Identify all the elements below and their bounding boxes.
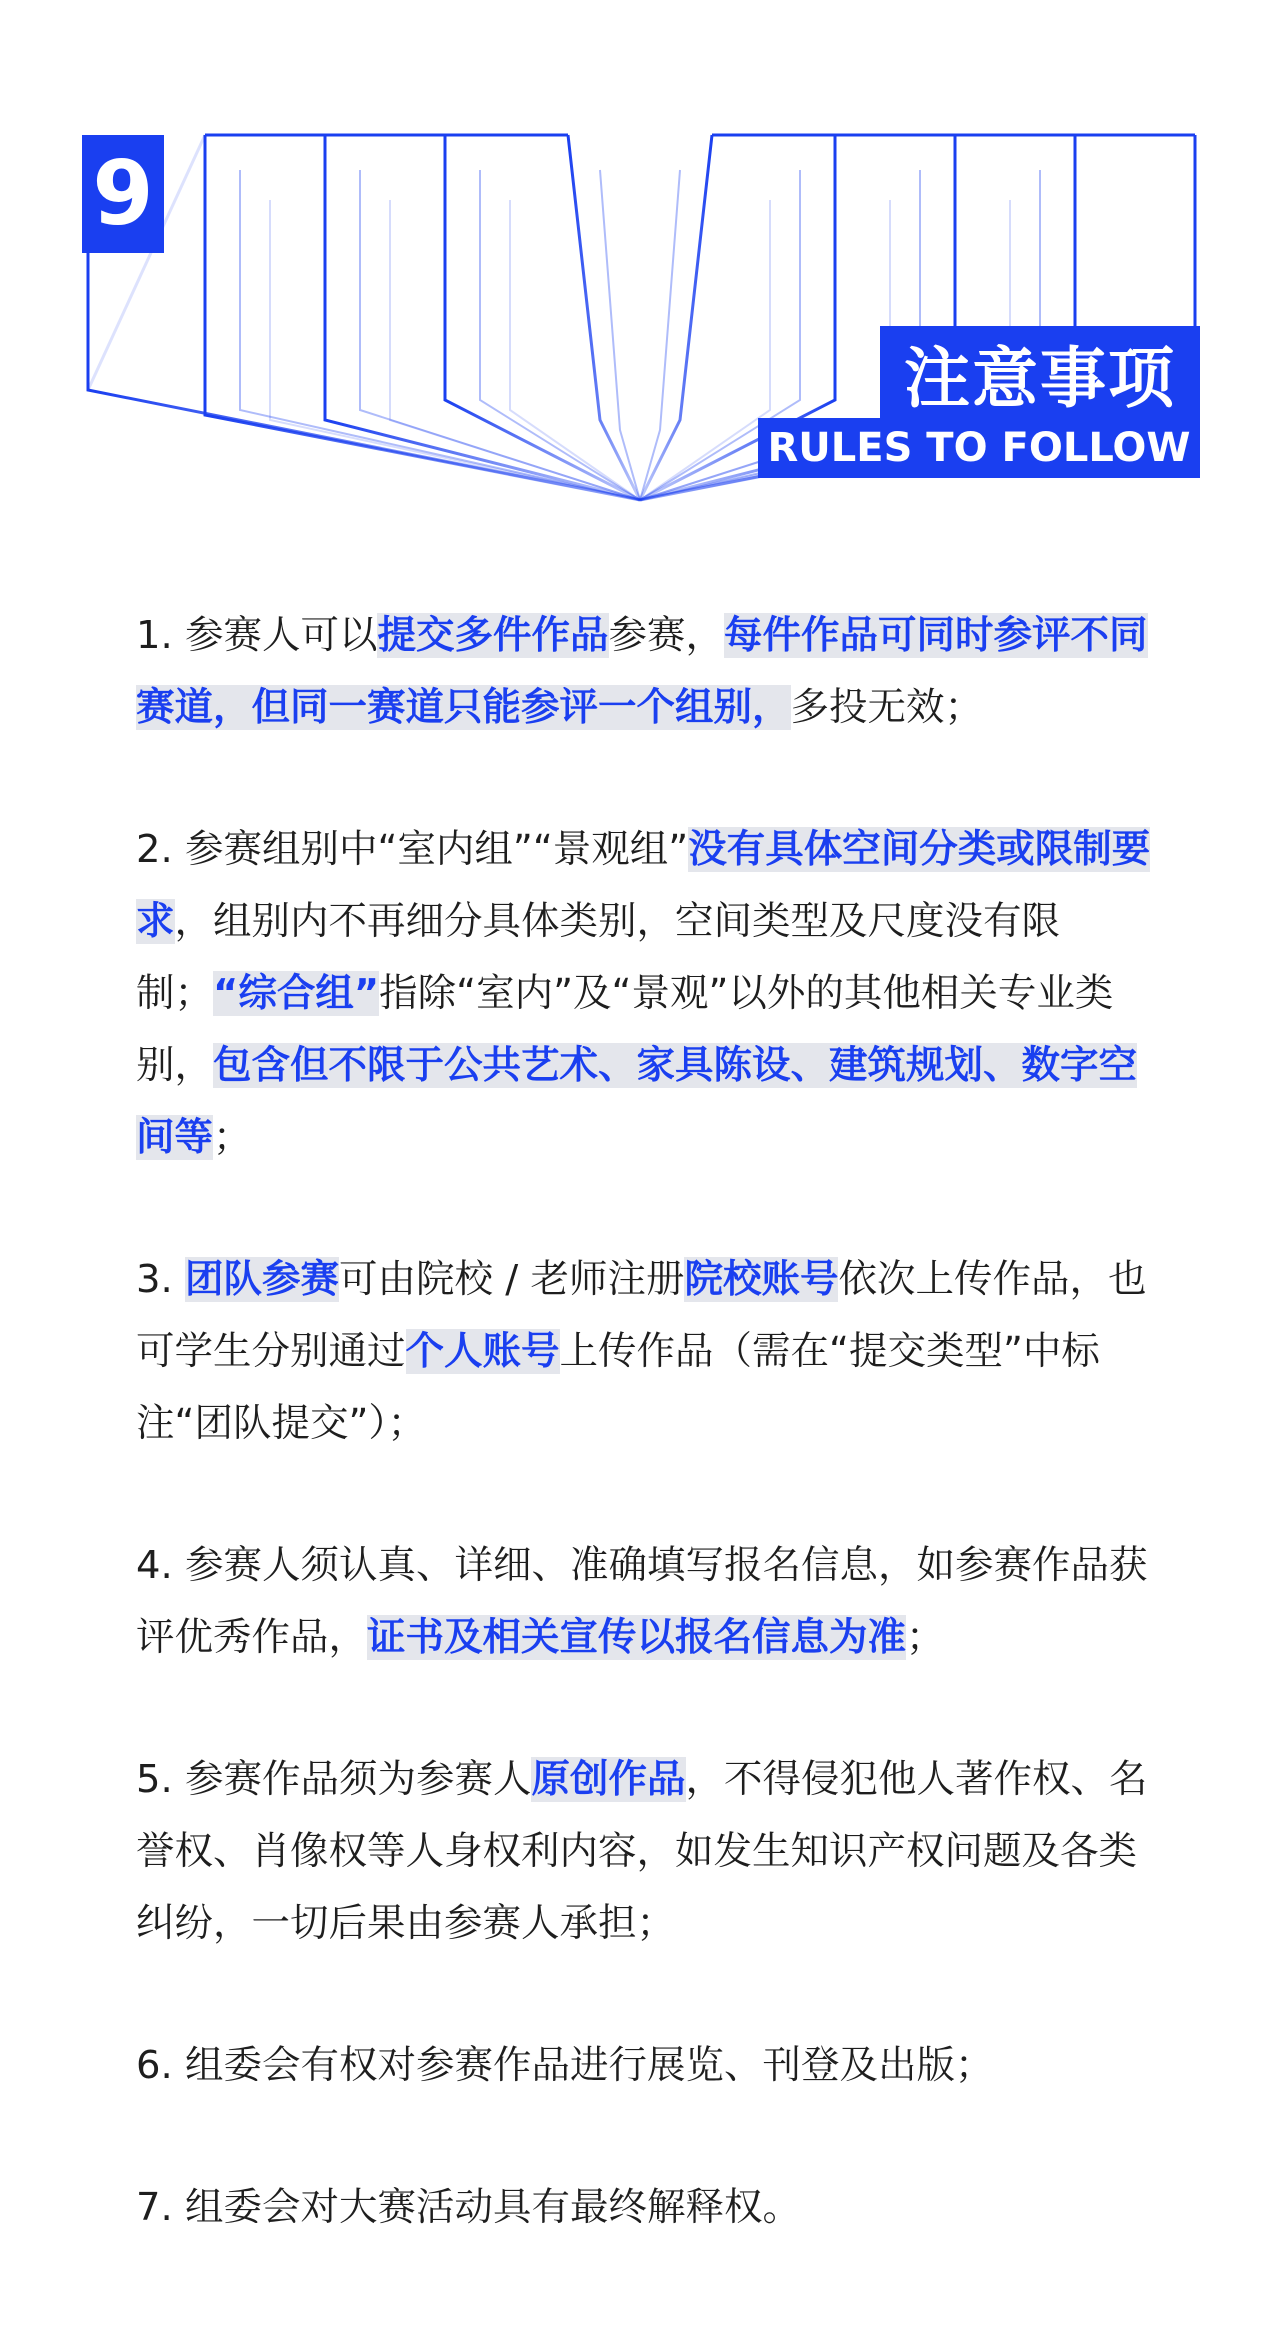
rule-item	[136, 1530, 1156, 1674]
rule-item	[136, 814, 1156, 1174]
rule-item	[136, 600, 1156, 744]
rule-text: 参赛，	[608, 613, 725, 658]
highlighted-text: 原创作品	[531, 1757, 686, 1802]
rules-list	[136, 600, 1156, 2314]
section-subtitle: RULES TO FOLLOW	[758, 418, 1200, 478]
highlighted-text: 院校账号	[684, 1257, 839, 1302]
highlighted-text: 包含但不限于公共艺术、家具陈设、建筑规划、数字空间等	[136, 1043, 1138, 1160]
rule-item	[136, 1244, 1156, 1460]
highlighted-text: 每件作品可同时参评不同赛道，但同一赛道只能参评一个组别，	[136, 613, 1148, 730]
rule-text: 4. 参赛人须认真、详细、准确填写报名信息，如参赛作品获评优秀作品，	[136, 1543, 1148, 1660]
section-number: 9	[82, 135, 164, 253]
rule-text: ；	[213, 1115, 252, 1160]
rule-text: 5. 参赛作品须为参赛人	[136, 1757, 532, 1802]
rule-text: 1. 参赛人可以	[136, 613, 378, 658]
rule-text: 7. 组委会对大赛活动具有最终解释权。	[136, 2185, 801, 2230]
highlighted-text: 提交多件作品	[377, 613, 609, 658]
rule-text: 2. 参赛组别中“室内组”“景观组”	[136, 827, 689, 872]
rule-text: ，组别内不再细分具体类别，空间类型及尺度没有限制；	[136, 899, 1061, 1016]
highlighted-text: 团队参赛	[184, 1257, 339, 1302]
section-title: 注意事项	[880, 326, 1200, 418]
rule-text: ；	[906, 1615, 945, 1660]
highlighted-text: 证书及相关宣传以报名信息为准	[367, 1615, 907, 1660]
rule-item	[136, 2172, 1156, 2244]
rule-text: 3.	[136, 1257, 185, 1302]
highlighted-text: 没有具体空间分类或限制要求	[136, 827, 1151, 944]
highlighted-text: 个人账号	[405, 1329, 560, 1374]
rule-text: 依次上传作品，也可学生分别通过	[136, 1257, 1147, 1374]
rule-text: 上传作品（需在“提交类型”中标注“团队提交”）；	[136, 1329, 1100, 1446]
rule-text: 6. 组委会有权对参赛作品进行展览、刊登及出版；	[136, 2043, 994, 2088]
rule-text: 指除“室内”及“景观”以外的其他相关专业类别，	[136, 971, 1114, 1088]
header-banner	[0, 0, 1280, 520]
rule-text: 可由院校 / 老师注册	[339, 1257, 685, 1302]
rule-item	[136, 1744, 1156, 1960]
rule-item	[136, 2030, 1156, 2102]
rule-text: 多投无效；	[790, 685, 984, 730]
highlighted-text: “综合组”	[213, 971, 380, 1016]
rule-text: ，不得侵犯他人著作权、名誉权、肖像权等人身权利内容，如发生知识产权问题及各类纠纷，一切后果由参赛人承担；	[136, 1757, 1148, 1946]
